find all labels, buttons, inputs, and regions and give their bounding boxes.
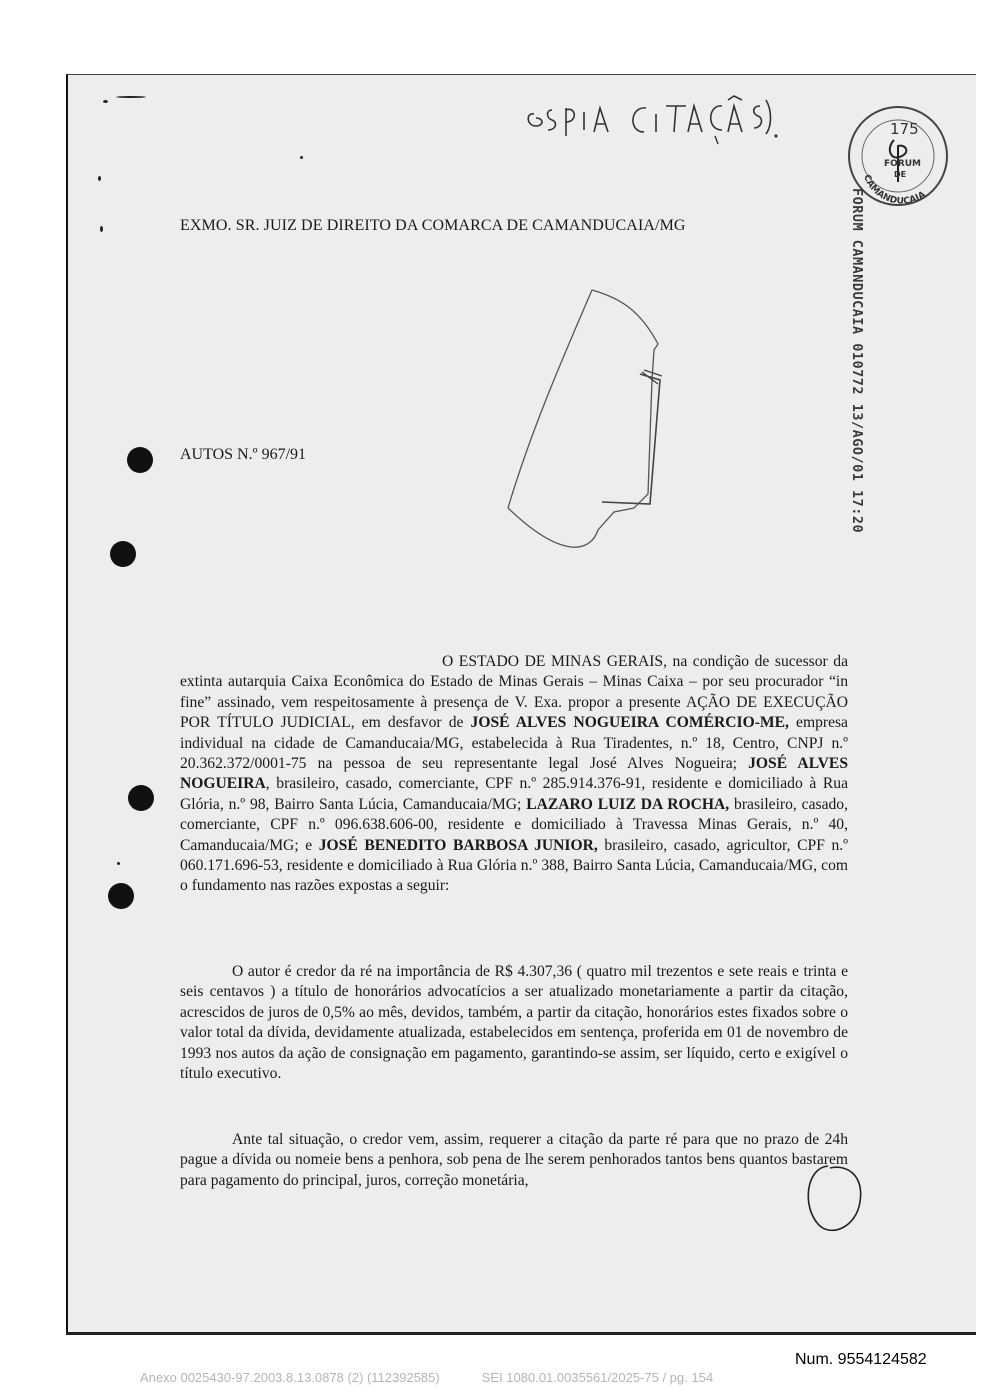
text-run: , brasileiro, casado, comerciante, CPF n.º 285.914.376-91, residente e domiciliado à Rua Glória, n.º 98, Bairro Santa Lúcia, Camanducaia/MG; <box>180 775 848 813</box>
punch-hole <box>108 883 134 909</box>
document-number: Num. 9554124582 <box>795 1351 927 1368</box>
paragraph-parties <box>180 652 848 897</box>
scan-speck <box>116 96 146 98</box>
page-bottom-edge <box>66 1332 976 1335</box>
party-name: JOSÉ ALVES NOGUEIRA <box>180 755 848 793</box>
footer-annex: Anexo 0025430-97.2003.8.13.0878 (2) (112392585) <box>140 1370 440 1385</box>
scan-speck <box>103 100 108 103</box>
party-name: JOSÉ ALVES NOGUEIRA COMÉRCIO-ME, <box>470 714 789 732</box>
scan-speck <box>98 176 101 181</box>
pen-sketch <box>500 284 680 564</box>
punch-hole <box>128 785 154 811</box>
svg-text:175: 175 <box>890 120 919 138</box>
handwritten-note <box>522 92 782 152</box>
scan-speck <box>300 156 303 159</box>
party-name: LAZARO LUIZ DA ROCHA, <box>526 795 730 813</box>
footer <box>140 1370 713 1385</box>
footer-sei: SEI 1080.01.0035561/2025-75 / pg. 154 <box>481 1370 714 1385</box>
svg-text:FORUM: FORUM <box>884 159 921 169</box>
circle-mark <box>800 1162 864 1238</box>
svg-text:DE: DE <box>894 170 907 179</box>
punch-hole <box>127 447 153 473</box>
protocol-stamp: FORUM CAMANDUCAIA 010772 13/AGO/01 17:20 <box>849 188 865 534</box>
case-number: AUTOS N.º 967/91 <box>180 446 307 463</box>
svg-text:CAMANDUCAIA: CAMANDUCAIA <box>861 173 928 207</box>
paragraph-request: Ante tal situação, o credor vem, assim, requerer a citação da parte ré para que no prazo de 24h pague a dívida ou nomeie bens a penhora, sob pena de lhe serem penhorados tantos bens quantos bastarem para pagamento do principal, juros, correção monetária, <box>180 1131 848 1189</box>
text-run: O ESTADO DE MINAS GERAIS, na condição de sucessor da extinta autarquia Caixa Econômica do Estado de Minas Gerais – Minas Caixa – por seu procurador “in fine” assinado, vem respeitosamente à presença de V. Exa. propor a presente AÇÃO DE EXECUÇÃO POR TÍTULO JUDICIAL, em desfavor de <box>180 653 848 732</box>
punch-hole <box>110 541 136 567</box>
paragraph-credit: O autor é credor da ré na importância de R$ 4.307,36 ( quatro mil trezentos e sete reais e trinta e seis centavos ) a título de honorários advocatícios a ser atualizado monetariamente a partir da citação, acrescidos de juros de 0,5% ao mês, devidos, também, a partir da citação, honorários estes fixados sobre o valor total da dívida, devidamente atualizada, estabelecidos em sentença, proferida em 01 de novembro de 1993 nos autos da ação de consignação em pagamento, garantindo-se assim, ser líquido, certo e exigível o título executivo. <box>180 963 848 1083</box>
scan-speck <box>117 862 120 865</box>
text-run: empresa individual na cidade de Camanducaia/MG, estabelecida à Rua Tiradentes, n.º 18, Centro, CNPJ n.º 20.362.372/0001-75 na pessoa de seu representante legal José Alves Nogueira; <box>180 714 848 773</box>
text-run: brasileiro, casado, agricultor, CPF n.º 060.171.696-53, residente e domiciliado à Rua Glória n.º 388, Bairro Santa Lúcia, Camanducaia/MG, com o fundamento nas razões expostas a seguir: <box>180 836 848 895</box>
scan-speck <box>100 226 103 232</box>
text-run: brasileiro, casado, comerciante, CPF n.º 096.638.606-00, residente e domiciliado à Travessa Minas Gerais, n.º 40, Camanducaia/MG; e <box>180 795 848 854</box>
party-name: JOSÉ BENEDITO BARBOSA JUNIOR, <box>318 836 598 854</box>
court-heading: EXMO. SR. JUIZ DE DIREITO DA COMARCA DE CAMANDUCAIA/MG <box>180 217 686 234</box>
